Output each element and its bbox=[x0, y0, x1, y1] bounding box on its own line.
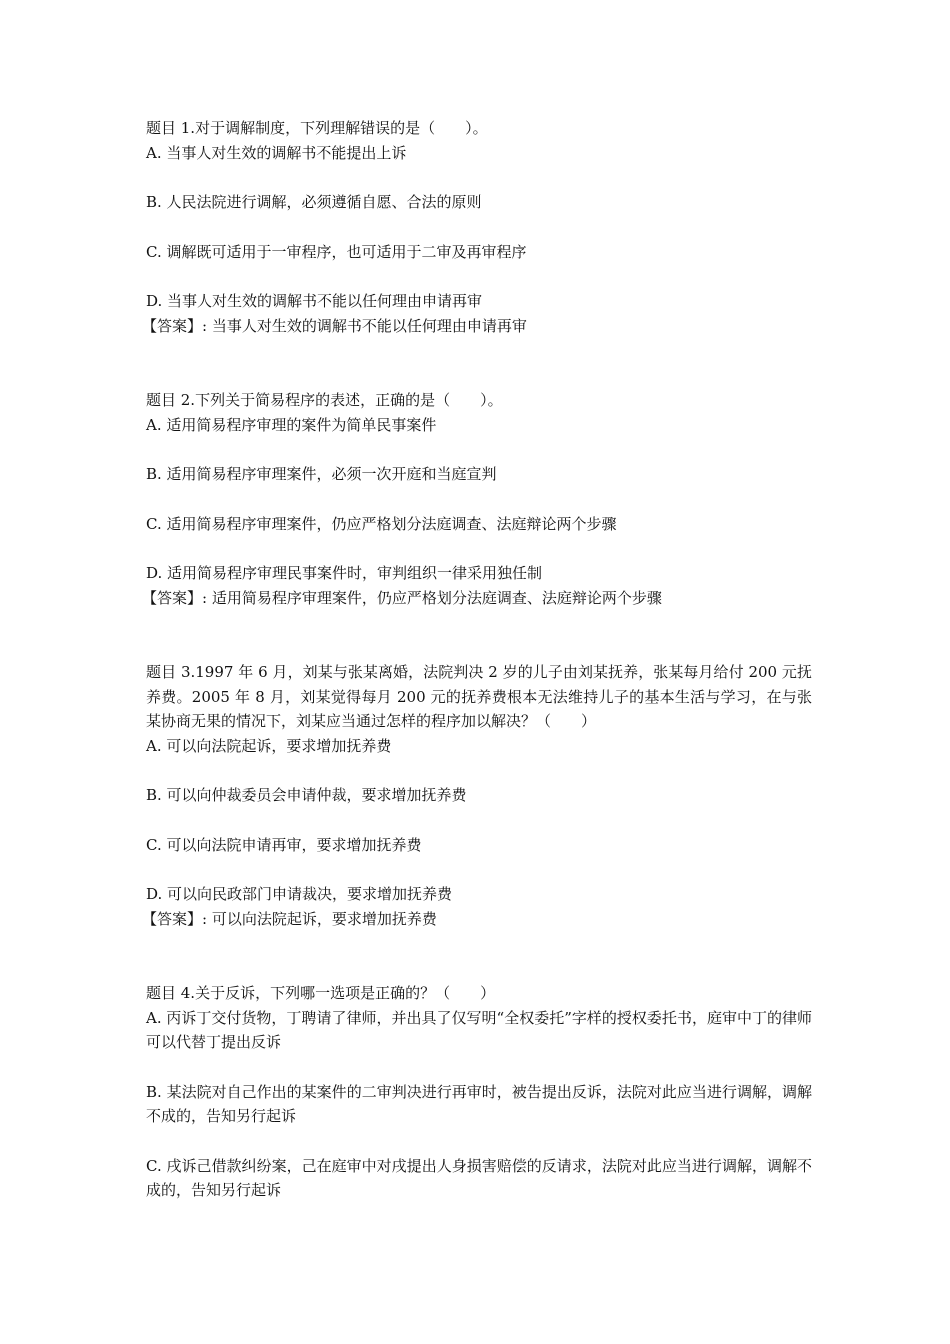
option-a: A. 丙诉丁交付货物，丁聘请了律师，并出具了仅写明“全权委托”字样的授权委托书，庭审中丁的律师可以代替丁提出反诉 bbox=[146, 1008, 812, 1051]
option-a: A. 当事人对生效的调解书不能提出上诉 bbox=[146, 143, 407, 162]
answer-line: 【答案】: 可以向法院起诉，要求增加抚养费 bbox=[142, 909, 437, 928]
option-c: C. 适用简易程序审理案件，仍应严格划分法庭调查、法庭辩论两个步骤 bbox=[146, 514, 617, 533]
option-a: A. 可以向法院起诉，要求增加抚养费 bbox=[146, 736, 392, 755]
option-b: B. 适用简易程序审理案件，必须一次开庭和当庭宣判 bbox=[146, 465, 497, 483]
option-b: B. 某法院对自己作出的某案件的二审判决进行再审时，被告提出反诉，法院对此应当进行调解，调解不成的，告知另行起诉 bbox=[146, 1082, 812, 1125]
option-d: D. 当事人对生效的调解书不能以任何理由申请再审 bbox=[146, 292, 483, 310]
answer-line: 【答案】: 适用简易程序审理案件，仍应严格划分法庭调查、法庭辩论两个步骤 bbox=[142, 588, 662, 607]
option-c: C. 可以向法院申请再审，要求增加抚养费 bbox=[146, 835, 422, 854]
option-b: B. 可以向仲裁委员会申请仲裁，要求增加抚养费 bbox=[146, 786, 467, 804]
document-page bbox=[142, 116, 812, 1253]
question-stem: 题目 4.关于反诉，下列哪一选项是正确的？（ ） bbox=[146, 984, 496, 1002]
question-stem: 题目 2.下列关于简易程序的表述，正确的是（ ）。 bbox=[146, 391, 503, 409]
question-1 bbox=[142, 116, 812, 338]
answer-line: 【答案】: 当事人对生效的调解书不能以任何理由申请再审 bbox=[142, 316, 527, 335]
question-2 bbox=[142, 388, 812, 610]
question-stem: 题目 1.对于调解制度，下列理解错误的是（ ）。 bbox=[146, 119, 488, 137]
option-c: C. 戌诉己借款纠纷案，己在庭审中对戌提出人身损害赔偿的反请求，法院对此应当进行调解，调解不成的，告知另行起诉 bbox=[146, 1156, 812, 1199]
option-d: D. 可以向民政部门申请裁决，要求增加抚养费 bbox=[146, 885, 453, 903]
question-4 bbox=[146, 981, 812, 1203]
option-d: D. 适用简易程序审理民事案件时，审判组织一律采用独任制 bbox=[146, 564, 543, 582]
option-c: C. 调解既可适用于一审程序，也可适用于二审及再审程序 bbox=[146, 242, 527, 261]
question-3 bbox=[142, 660, 812, 931]
question-stem: 题目 3.1997 年 6 月，刘某与张某离婚，法院判决 2 岁的儿子由刘某抚养，张某每月给付 200 元抚养费。2005 年 8 月，刘某觉得每月 200 元的抚养费根本无法维持儿子的基本生活与学习，在与张某协商无果的情况下，刘某应当通过怎样的程序加以解决？（ ） bbox=[146, 663, 812, 730]
option-b: B. 人民法院进行调解，必须遵循自愿、合法的原则 bbox=[146, 193, 482, 211]
option-a: A. 适用简易程序审理的案件为简单民事案件 bbox=[146, 415, 437, 434]
